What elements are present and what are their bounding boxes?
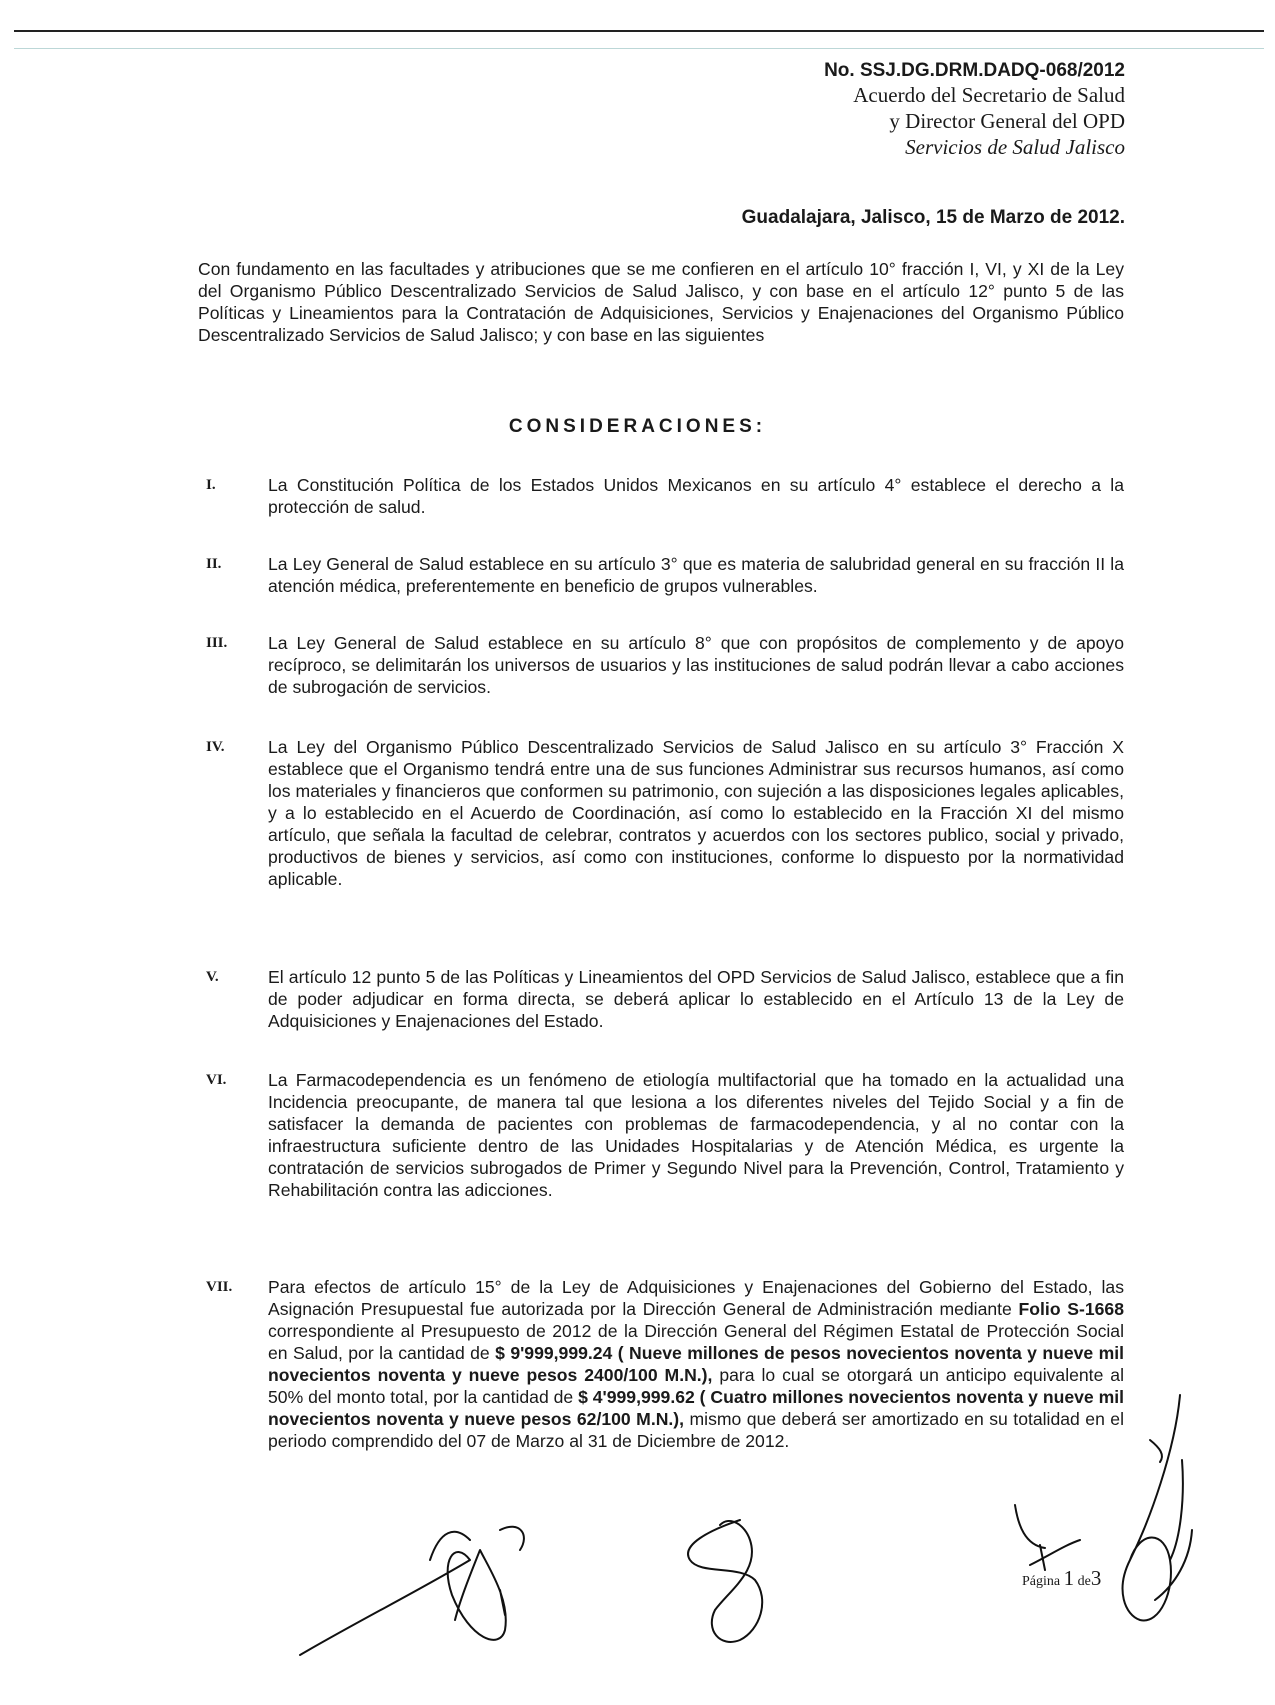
consideraciones-heading: CONSIDERACIONES: (508, 416, 767, 437)
item7-text-3: para lo cual se otorgará un anticipo equivalente al 50% del monto total, por la cantidad de (268, 1365, 1124, 1407)
total-pages: 3 (1090, 1566, 1102, 1590)
item-number: III. (206, 635, 228, 651)
item7-text-4: mismo que deberá ser amortizado en su totalidad en el periodo comprendido del 07 de Marzo al 31 de Diciembre de 2012. (268, 1409, 1125, 1451)
signature-1 (300, 1527, 524, 1655)
item7-text-2: correspondiente al Presupuesto de 2012 de la Dirección General del Régimen Estatal de Protección Social en Salud, por la cantidad de (268, 1321, 1124, 1363)
document-date: Guadalajara, Jalisco, 15 de Marzo de 2012. (741, 207, 1125, 228)
item7-text-1: Para efectos de artículo 15° de la Ley de Adquisiciones y Enajenaciones del Gobierno del Estado, las Asignación Presupuestal fue autorizada por la Dirección General de Administración mediante (268, 1277, 1124, 1319)
item-text: La Ley General de Salud establece en su artículo 3° que es materia de salubridad general en su fracción II la atención médica, preferentemente en beneficio de grupos vulnerables. (268, 554, 1124, 596)
de-label: de (1077, 1574, 1091, 1589)
folio-number: Folio S-1668 (1018, 1299, 1125, 1319)
item-number: VII. (206, 1279, 233, 1295)
current-page: 1 (1063, 1566, 1075, 1590)
header-line-2: y Director General del OPD (889, 109, 1125, 133)
signature-5 (1150, 1440, 1162, 1462)
item-text: La Constitución Política de los Estados Unidos Mexicanos en su artículo 4° establece el derecho a la protección de salud. (268, 475, 1124, 517)
item-number: IV. (206, 739, 225, 755)
item-number: VI. (206, 1072, 227, 1088)
signature-2 (688, 1520, 762, 1642)
amount-advance: $ 4'999,999.62 ( Cuatro millones novecientos noventa y nueve mil novecientos noventa y nueve pesos 62/100 M.N.), (268, 1387, 1124, 1429)
signature-4 (1123, 1395, 1192, 1620)
item-number: V. (206, 969, 219, 985)
header-line-1: Acuerdo del Secretario de Salud (853, 83, 1125, 107)
signature-3 (1015, 1505, 1080, 1570)
item-text: La Farmacodependencia es un fenómeno de etiología multifactorial que ha tomado en la actualidad una Incidencia preocupante, de manera tal que lesiona a los diferentes niveles del Tejido Social y a fin de satisfacer la demanda de pacientes con problemas de farmacodependencia, y al no contar con la infraestructura suficiente dentro de las Unidades Hospitalarias y de Atención Médica, es urgente la contratación de servicios subrogados de Primer y Segundo Nivel para la Prevención, Control, Tratamiento y Rehabilitación contra las adicciones. (268, 1070, 1124, 1200)
header-line-3: Servicios de Salud Jalisco (905, 135, 1125, 159)
item-text: El artículo 12 punto 5 de las Políticas y Lineamientos del OPD Servicios de Salud Jalisco, establece que a fin de poder adjudicar en forma directa, se deberá aplicar lo establecido en el Artículo 13 de la Ley de Adquisiciones y Enajenaciones del Estado. (268, 967, 1124, 1031)
item-number: II. (206, 556, 222, 572)
amount-total: $ 9'999,999.24 ( Nueve millones de pesos novecientos noventa y nueve mil novecientos noventa y nueve pesos 2400/100 M.N.), (268, 1343, 1124, 1385)
item-text: La Ley del Organismo Público Descentralizado Servicios de Salud Jalisco en su artículo 3° Fracción X establece que el Organismo tendrá entre una de sus funciones Administrar sus recursos humanos, así como los materiales y financieros que conformen su patrimonio, con sujeción a las disposiciones legales aplicables, y a lo establecido en el Acuerdo de Coordinación, así como lo establecido en la Fracción XI del mismo artículo, que señala la facultad de celebrar, contratos y acuerdos con los sectores publico, social y privado, productivos de bienes y servicios, así como con instituciones, conforme lo dispuesto por la normatividad aplicable. (268, 737, 1124, 889)
document-number: No. SSJ.DG.DRM.DADQ-068/2012 (824, 60, 1125, 81)
intro-paragraph: Con fundamento en las facultades y atribuciones que se me confieren en el artículo 10° fracción I, VI, y XI de la Ley del Organismo Público Descentralizado Servicios de Salud Jalisco, y con base en el artículo 12° punto 5 de las Políticas y Lineamientos para la Contratación de Adquisiciones, Servicios y Enajenaciones del Organismo Público Descentralizado Servicios de Salud Jalisco; y con base en las siguientes (198, 259, 1124, 345)
pagina-label: Página (1022, 1574, 1061, 1589)
item-number: I. (206, 477, 216, 493)
page-number (1022, 1566, 1101, 1591)
item-text: La Ley General de Salud establece en su artículo 8° que con propósitos de complemento y de apoyo recíproco, se delimitarán los universos de usuarios y las instituciones de salud podrán llevar a cabo acciones de subrogación de servicios. (268, 633, 1124, 697)
